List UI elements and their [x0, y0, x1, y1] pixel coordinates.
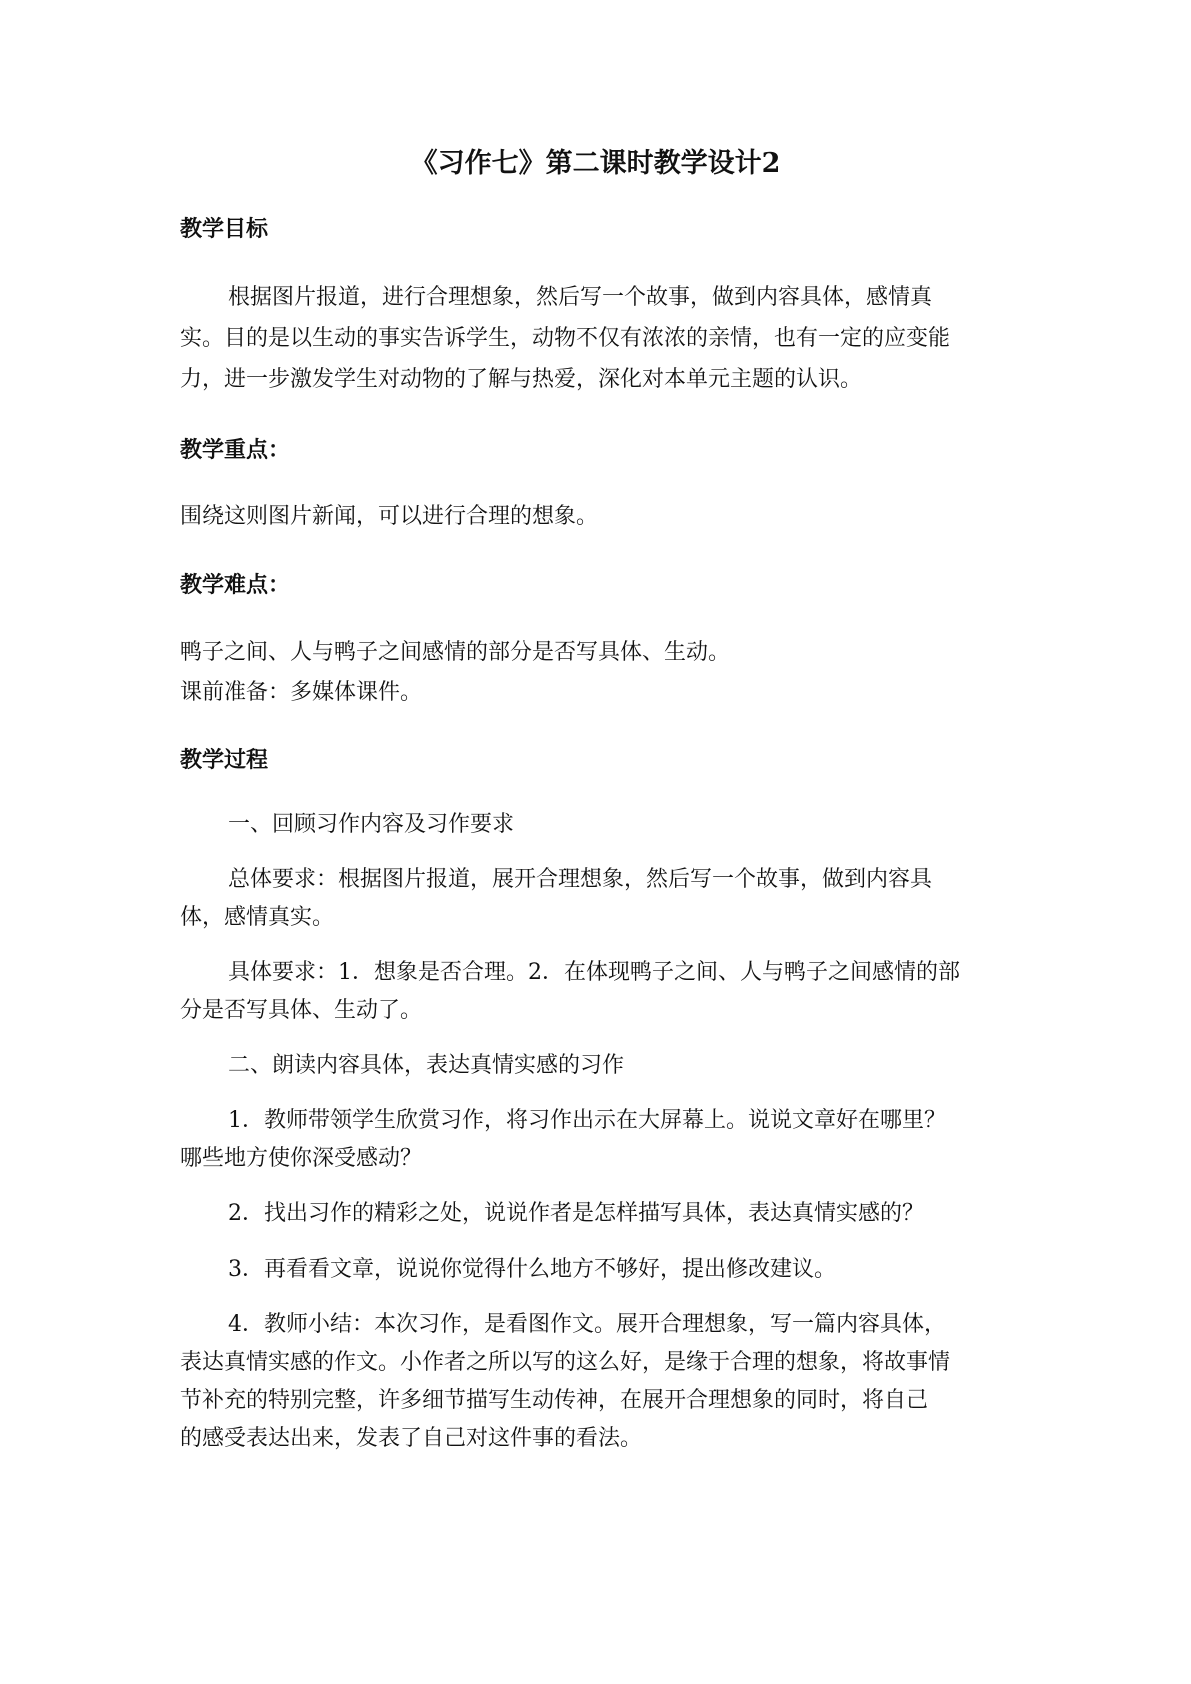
key-points-line-1: 围绕这则图片新闻，可以进行合理的想象。: [180, 504, 599, 529]
step4-line-1: 4．教师小结：本次习作，是看图作文。展开合理想象，写一篇内容具体，: [228, 1312, 946, 1337]
step1-line-1: 1．教师带领学生欣赏习作，将习作出示在大屏幕上。说说文章好在哪里？: [228, 1108, 946, 1133]
process-part1-title: 一、回顾习作内容及习作要求: [228, 812, 515, 837]
difficulties-line-1: 鸭子之间、人与鸭子之间感情的部分是否写具体、生动。: [180, 640, 731, 665]
objectives-line-2: 实。目的是以生动的事实告诉学生，动物不仅有浓浓的亲情，也有一定的应变能: [180, 326, 951, 351]
specific-requirement-line-1: 具体要求：1．想象是否合理。2．在体现鸭子之间、人与鸭子之间感情的部: [228, 960, 960, 985]
objectives-line-3: 力，进一步激发学生对动物的了解与热爱，深化对本单元主题的认识。: [180, 367, 863, 392]
objectives-line-1: 根据图片报道，进行合理想象，然后写一个故事，做到内容具体，感情真: [228, 285, 933, 310]
step4-line-2: 表达真情实感的作文。小作者之所以写的这么好，是缘于合理的想象，将故事情: [180, 1350, 951, 1375]
preparation-line: 课前准备：多媒体课件。: [180, 680, 423, 705]
section-heading-difficulties: 教学难点：: [180, 572, 291, 598]
overall-requirement-line-1: 总体要求：根据图片报道，展开合理想象，然后写一个故事，做到内容具: [228, 867, 933, 892]
section-heading-key-points: 教学重点：: [180, 437, 291, 463]
overall-requirement-line-2: 体，感情真实。: [180, 905, 335, 930]
step4-line-3: 节补充的特别完整，许多细节描写生动传神，在展开合理想象的同时，将自己: [180, 1388, 929, 1413]
specific-requirement-line-2: 分是否写具体、生动了。: [180, 998, 423, 1023]
section-heading-process: 教学过程: [180, 747, 269, 773]
step4-line-4: 的感受表达出来，发表了自己对这件事的看法。: [180, 1426, 643, 1451]
document-title: 《习作七》第二课时教学设计2: [410, 148, 781, 179]
section-heading-objectives: 教学目标: [180, 216, 269, 242]
step3-line-1: 3．再看看文章，说说你觉得什么地方不够好，提出修改建议。: [228, 1257, 836, 1282]
step1-line-2: 哪些地方使你深受感动？: [180, 1146, 423, 1171]
step2-line-1: 2．找出习作的精彩之处，说说作者是怎样描写具体，表达真情实感的？: [228, 1201, 924, 1226]
process-part2-title: 二、朗读内容具体，表达真情实感的习作: [228, 1053, 625, 1078]
